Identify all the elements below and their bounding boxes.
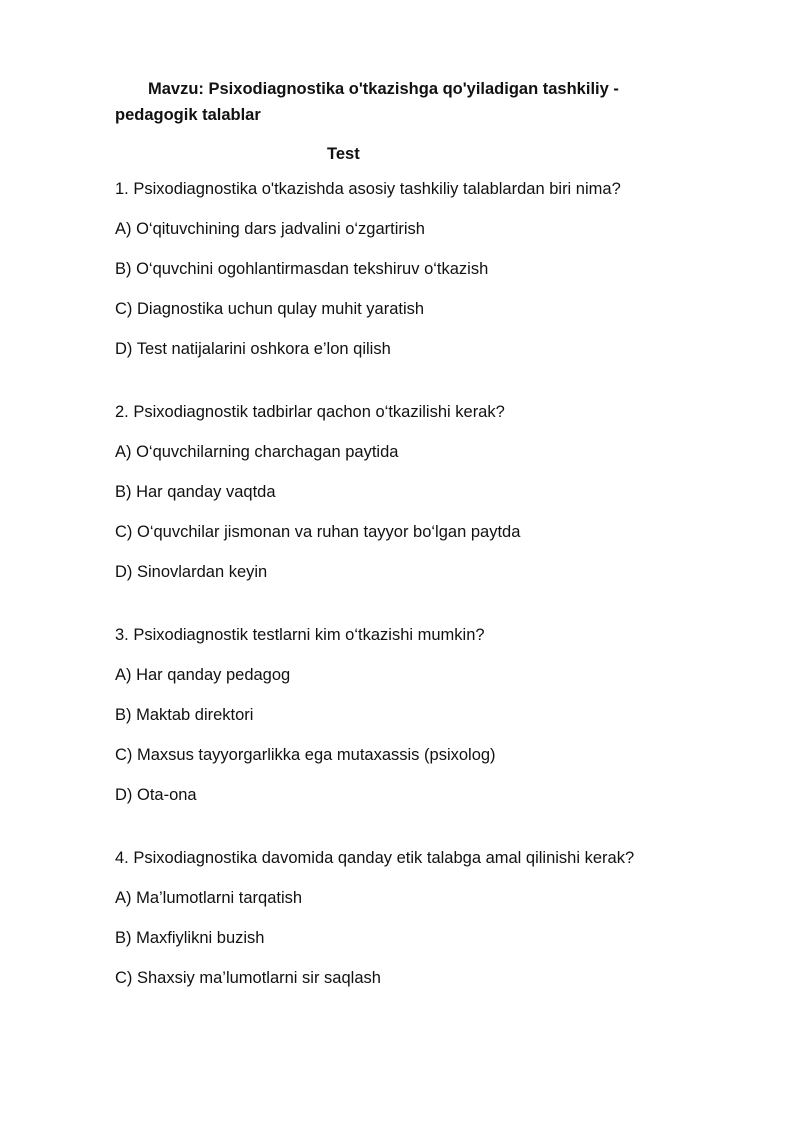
answer-option-b: B) Maxfiylikni buzish [115,929,265,947]
answer-option-c: C) Diagnostika uchun qulay muhit yaratish [115,300,425,318]
question-3 [115,623,705,807]
answer-options [115,217,705,361]
answer-option-c: C) Maxsus tayyorgarlikka ega mutaxassis (psixolog) [115,746,496,764]
answer-option-b: B) Maktab direktori [115,706,254,724]
document-content [115,76,705,990]
page-title: Mavzu: Psixodiagnostika o'tkazishga qo'yiladigan tashkiliy - pedagogik talablar [115,80,619,124]
question-text: 4. Psixodiagnostika davomida qanday etik talabga amal qilinishi kerak? [115,849,635,867]
question-text: 1. Psixodiagnostika o'tkazishda asosiy tashkiliy talablardan biri nima? [115,180,621,198]
answer-option-b: B) Har qanday vaqtda [115,483,276,501]
answer-option-a: A) O‘quvchilarning charchagan paytida [115,443,399,461]
answer-option-a: A) Ma’lumotlarni tarqatish [115,889,303,907]
answer-options [115,663,705,807]
page-subtitle: Test [327,145,360,163]
answer-option-c: C) Shaxsiy ma’lumotlarni sir saqlash [115,969,381,987]
question-text: 3. Psixodiagnostik testlarni kim o‘tkazishi mumkin? [115,626,485,644]
answer-option-d: D) Sinovlardan keyin [115,563,268,581]
question-1 [115,177,705,361]
answer-option-d: D) Test natijalarini oshkora e’lon qilish [115,340,391,358]
answer-option-c: C) O‘quvchilar jismonan va ruhan tayyor bo‘lgan paytda [115,523,521,541]
answer-option-b: B) O‘quvchini ogohlantirmasdan tekshiruv o‘tkazish [115,260,489,278]
answer-options [115,440,705,584]
answer-option-a: A) Har qanday pedagog [115,666,291,684]
answer-option-d: D) Ota-ona [115,786,197,804]
question-text: 2. Psixodiagnostik tadbirlar qachon o‘tkazilishi kerak? [115,403,505,421]
answer-options [115,886,705,990]
answer-option-a: A) O‘qituvchining dars jadvalini o‘zgartirish [115,220,425,238]
question-4 [115,846,705,990]
question-2 [115,400,705,584]
